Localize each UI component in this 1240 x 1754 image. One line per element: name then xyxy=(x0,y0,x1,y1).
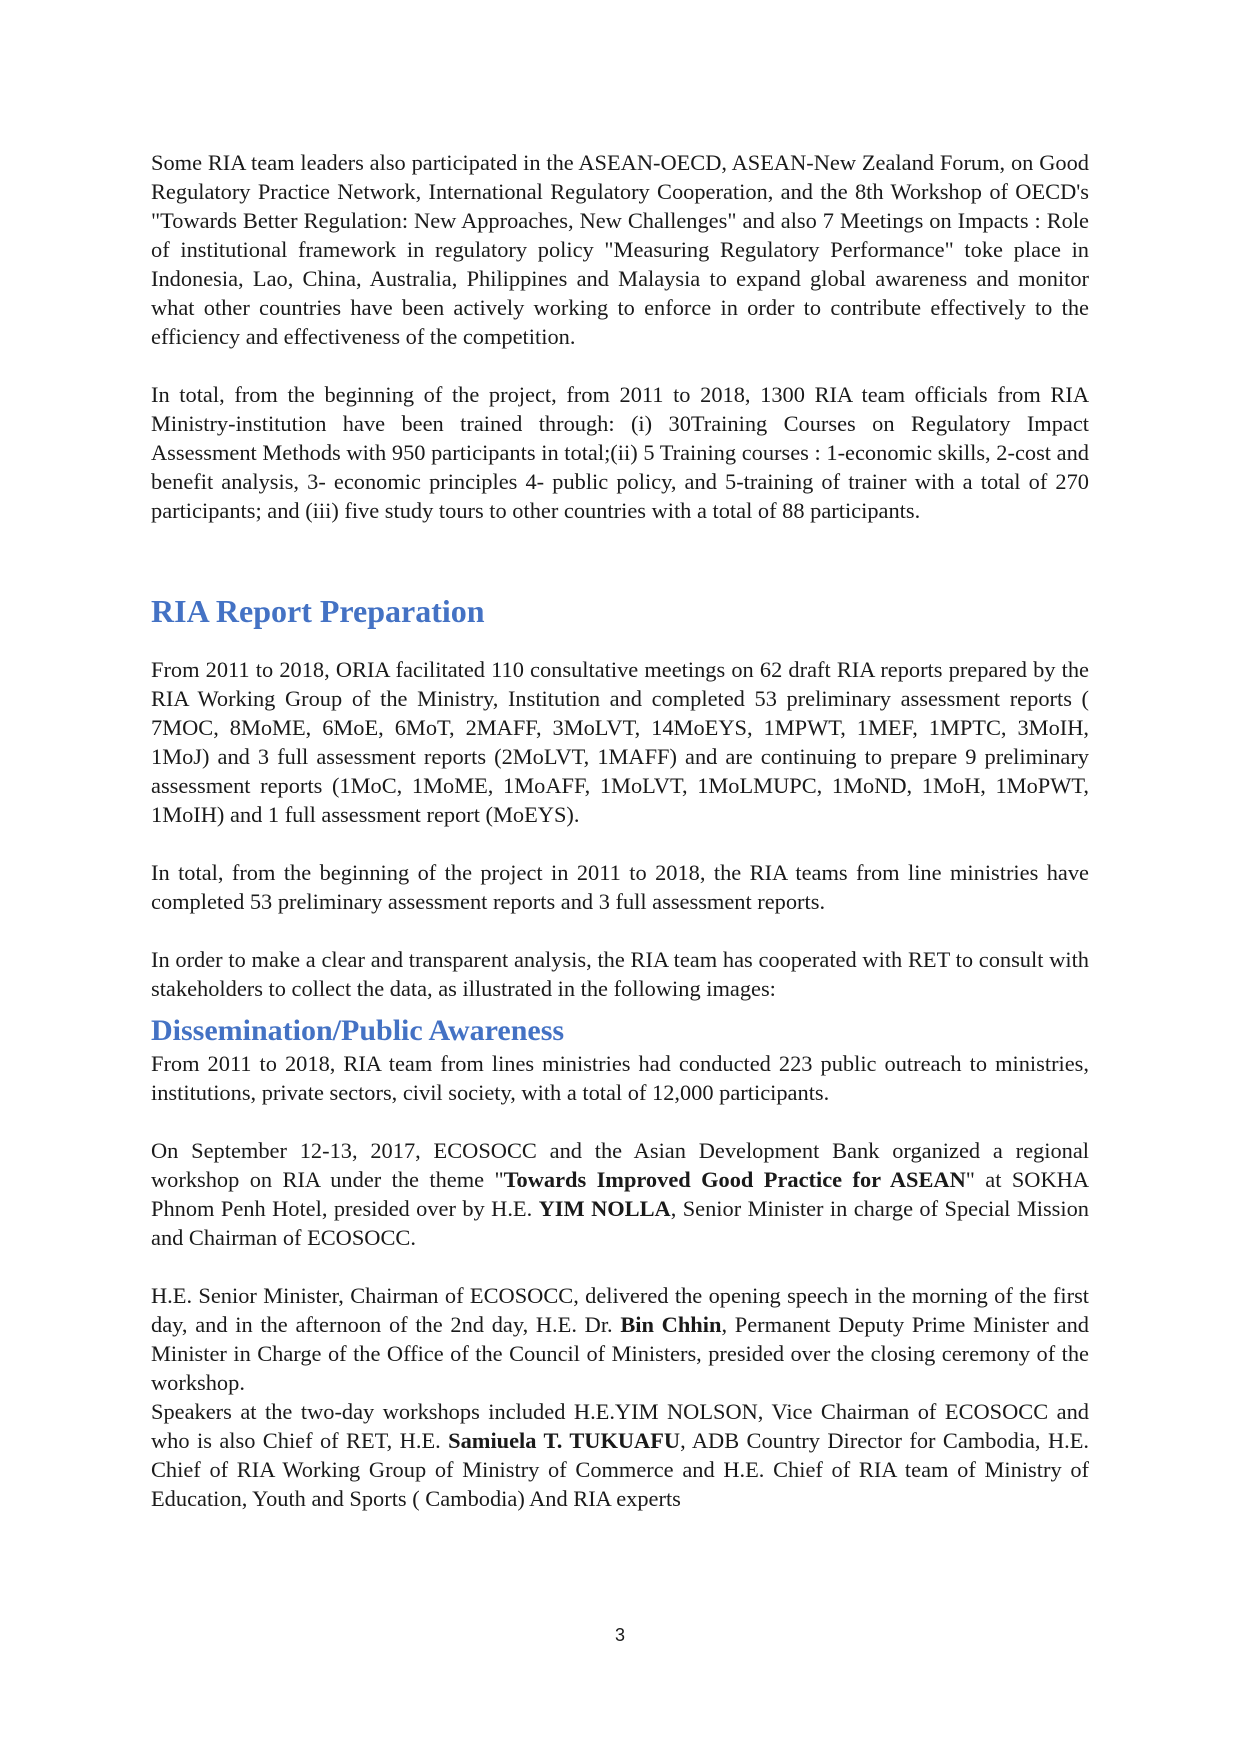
paragraph-stakeholder-consultation: In order to make a clear and transparent analysis, the RIA team has cooperated with RET to consult with stakeholders to collect the data, as illustrated in the following images: xyxy=(151,947,1089,1001)
paragraph-opening-closing xyxy=(151,1281,1089,1397)
paragraph-report-preparation: From 2011 to 2018, ORIA facilitated 110 consultative meetings on 62 draft RIA reports prepared by the RIA Working Group of the Ministry, Institution and completed 53 preliminary assessment reports ( 7MOC, 8MoME, 6MoE, 6MoT, 2MAFF, 3MoLVT, 14MoEYS, 1MPWT, 1MEF, 1MPTC, 3MoIH, 1MoJ) and 3 full assessment reports (2MoLVT, 1MAFF) and are continuing to prepare 9 preliminary assessment reports (1MoC, 1MoME, 1MoAFF, 1MoLVT, 1MoLMUPC, 1MoND, 1MoH, 1MoPWT, 1MoIH) and 1 full assessment report (MoEYS). xyxy=(151,657,1089,827)
paragraph-reports-total: In total, from the beginning of the project in 2011 to 2018, the RIA teams from line ministries have completed 53 preliminary assessment reports and 3 full assessment reports. xyxy=(151,860,1089,914)
paragraph-training-totals: In total, from the beginning of the project, from 2011 to 2018, 1300 RIA team officials from RIA Ministry-institution have been trained through: (i) 30Training Courses on Regulatory Impact Assessment Methods with 950 participants in total;(ii) 5 Training courses : 1-economic skills, 2-cost and benefit analysis, 3- economic principles 4- public policy, and 5-training of trainer with a total of 270 participants; and (iii) five study tours to other countries with a total of 88 participants. xyxy=(151,382,1089,523)
paragraph-speakers xyxy=(151,1397,1089,1513)
text-run: , Permanent Deputy Prime Minister and Minister in Charge of the Office of the Council of Ministers, presided over the closing ceremony of the workshop. xyxy=(151,1312,1089,1395)
workshop-theme: Towards Improved Good Practice for ASEAN xyxy=(503,1167,966,1192)
senior-minister-name: YIM NOLLA xyxy=(538,1196,671,1221)
text-run: Speakers at the two-day workshops included H.E.YIM NOLSON, Vice Chairman of ECOSOCC and who is also Chief of RET, H.E. xyxy=(151,1399,1089,1453)
deputy-prime-minister-name: Bin Chhin xyxy=(620,1312,722,1337)
heading-ria-report-preparation: RIA Report Preparation xyxy=(151,593,485,629)
text-run: On September 12-13, 2017, ECOSOCC and the Asian Development Bank organized a regional workshop on RIA under the theme " xyxy=(151,1138,1089,1192)
text-run: , Senior Minister in charge of Special Mission and Chairman of ECOSOCC. xyxy=(151,1196,1089,1250)
text-run: " at SOKHA Phnom Penh Hotel, presided over by H.E. xyxy=(151,1167,1089,1221)
text-run: , ADB Country Director for Cambodia, H.E. Chief of RIA Working Group of Ministry of Commerce and H.E. Chief of RIA team of Ministry of Education, Youth and Sports ( Cambodia) And RIA experts xyxy=(151,1428,1089,1511)
text-run: H.E. Senior Minister, Chairman of ECOSOCC, delivered the opening speech in the morning of the first day, and in the afternoon of the 2nd day, H.E. Dr. xyxy=(151,1283,1089,1337)
paragraph-regional-workshop xyxy=(151,1136,1089,1252)
paragraph-international-forums: Some RIA team leaders also participated in the ASEAN-OECD, ASEAN-New Zealand Forum, on Good Regulatory Practice Network, International Regulatory Cooperation, and the 8th Workshop of OECD's "Towards Better Regulation: New Approaches, New Challenges" and also 7 Meetings on Impacts : Role of institutional framework in regulatory policy "Measuring Regulatory Performance" toke place in Indonesia, Lao, China, Australia, Philippines and Malaysia to expand global awareness and monitor what other countries have been actively working to enforce in order to contribute effectively to the efficiency and effectiveness of the competition. xyxy=(151,150,1089,349)
adb-director-name: Samiuela T. TUKUAFU xyxy=(448,1428,681,1453)
page-number: 3 xyxy=(614,1625,625,1645)
heading-dissemination-public-awareness: Dissemination/Public Awareness xyxy=(151,1014,565,1047)
paragraph-public-outreach: From 2011 to 2018, RIA team from lines ministries had conducted 223 public outreach to ministries, institutions, private sectors, civil society, with a total of 12,000 participants. xyxy=(151,1051,1089,1105)
